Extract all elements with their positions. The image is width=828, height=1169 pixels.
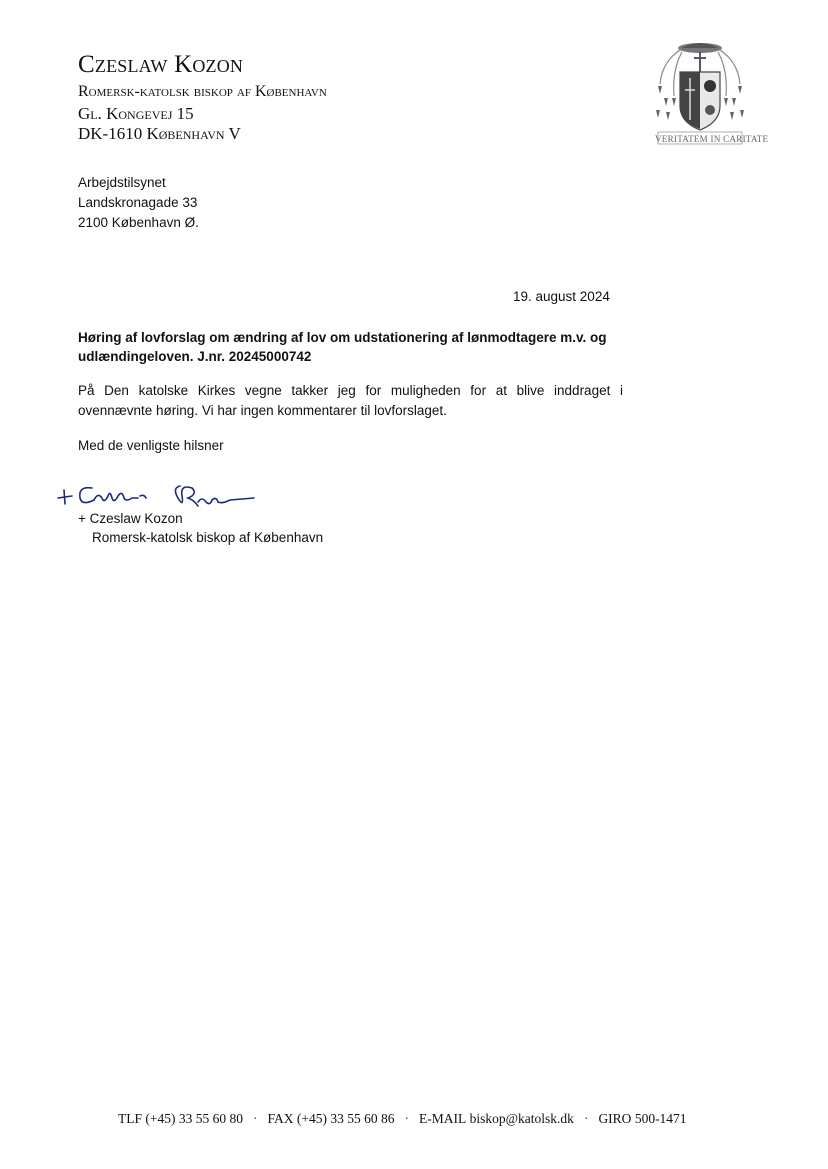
letter-closing: Med de venligste hilsner	[78, 438, 224, 453]
handwritten-signature	[52, 476, 262, 516]
footer-giro-label: GIRO	[598, 1111, 632, 1126]
letter-footer	[118, 1111, 687, 1127]
letterhead-title: Romersk-katolsk biskop af København	[78, 83, 327, 100]
letter-date: 19. august 2024	[513, 289, 610, 304]
crest-motto: VERITATEM IN CARITATE	[655, 134, 769, 144]
recipient-name: Arbejdstilsynet	[78, 175, 166, 190]
footer-email-label: E-MAIL	[419, 1111, 467, 1126]
coat-of-arms-icon	[652, 40, 748, 148]
footer-separator: ·	[404, 1111, 409, 1126]
footer-fax: (+45) 33 55 60 86	[296, 1111, 395, 1126]
letterhead-address-street: Gl. Kongevej 15	[78, 104, 194, 123]
footer-fax-label: FAX	[267, 1111, 294, 1126]
recipient-city: 2100 København Ø.	[78, 215, 199, 230]
letterhead-address-city: DK-1610 København V	[78, 124, 241, 143]
signatory-title: Romersk-katolsk biskop af København	[92, 530, 324, 545]
footer-separator: ·	[253, 1111, 258, 1126]
footer-separator: ·	[583, 1111, 589, 1126]
letter-body: På Den katolske Kirkes vegne takker jeg for muligheden for at blive inddraget i ovennævnte høring. Vi har ingen kommentarer til lovforslaget.	[78, 383, 623, 418]
recipient-street: Landskronagade 33	[78, 195, 198, 210]
footer-giro: 500-1471	[634, 1111, 687, 1126]
footer-tlf-label: TLF	[118, 1111, 143, 1126]
footer-tlf: (+45) 33 55 60 80	[145, 1111, 243, 1126]
signatory-name: + Czeslaw Kozon	[78, 511, 183, 526]
letter-subject: Høring af lovforslag om ændring af lov om udstationering af lønmodtagere m.v. og udlændingeloven. J.nr. 20245000742	[78, 330, 607, 364]
footer-email: biskop@katolsk.dk	[469, 1111, 574, 1126]
letterhead-name: Czeslaw Kozon	[78, 51, 244, 78]
